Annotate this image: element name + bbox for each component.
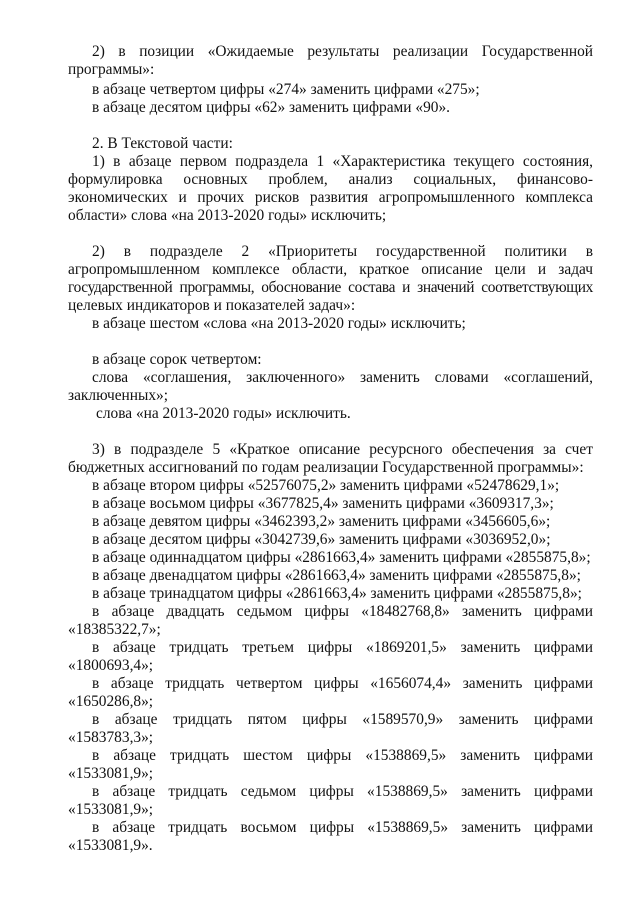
text-line: в абзаце шестом «слова «на 2013-2020 годы» исключить;	[92, 315, 466, 332]
text-line: в абзаце тридцать четвертом цифры «1656074,4» заменить цифрами	[92, 675, 593, 692]
text-line: 2) в позиции «Ожидаемые результаты реализации Государственной	[92, 43, 593, 60]
text-line: в абзаце двенадцатом цифры «2861663,4» заменить цифрами «2855875,8»;	[92, 567, 581, 584]
text-line: экономических и прочих рисков развития агропромышленного комплекса	[68, 189, 593, 206]
text-line: «1533081,9».	[68, 837, 153, 854]
text-line: 2) в подразделе 2 «Приоритеты государственной политики в	[92, 243, 593, 260]
text-line: «1533081,9»;	[68, 765, 154, 782]
text-line: в абзаце девятом цифры «3462393,2» заменить цифрами «3456605,6»;	[92, 513, 551, 530]
text-line: «18385322,7»;	[68, 621, 161, 638]
text-line: в абзаце десятом цифры «62» заменить цифрами «90».	[92, 99, 450, 116]
text-line: «1533081,9»;	[68, 801, 154, 818]
text-line: в абзаце тридцать третьем цифры «1869201,5» заменить цифрами	[92, 639, 593, 656]
text-line: в абзаце восьмом цифры «3677825,4» заменить цифрами «3609317,3»;	[92, 495, 554, 512]
text-line: «1650286,8»;	[68, 693, 154, 710]
text-line: в абзаце одиннадцатом цифры «2861663,4» заменить цифрами «2855875,8»;	[92, 549, 591, 566]
text-line: государственной программы, обоснование состава и значений соответствующих	[68, 279, 593, 296]
text-line: в абзаце четвертом цифры «274» заменить цифрами «275»;	[92, 81, 480, 98]
text-line: агропромышленном комплексе области, краткое описание цели и задач	[68, 261, 593, 278]
text-line: в абзаце двадцать седьмом цифры «18482768,8» заменить цифрами	[92, 603, 593, 620]
text-line: области» слова «на 2013-2020 годы» исключить;	[68, 207, 387, 224]
text-line: «1583783,3»;	[68, 729, 154, 746]
text-line: целевых индикаторов и показателей задач»:	[68, 297, 356, 314]
text-line: программы»:	[68, 61, 155, 78]
text-line: в абзаце сорок четвертом:	[92, 351, 262, 368]
text-line: в абзаце десятом цифры «3042739,6» заменить цифрами «3036952,0»;	[92, 531, 551, 548]
text-line: в абзаце тридцать восьмом цифры «1538869,5» заменить цифрами	[92, 819, 593, 836]
text-line: в абзаце тринадцатом цифры «2861663,4» заменить цифрами «2855875,8»;	[92, 585, 582, 602]
text-line: в абзаце тридцать пятом цифры «1589570,9» заменить цифрами	[92, 711, 593, 728]
text-line: формулировка основных проблем, анализ социальных, финансово-	[68, 171, 593, 188]
text-line: бюджетных ассигнований по годам реализации Государственной программы»:	[68, 459, 584, 476]
text-line: 3) в подразделе 5 «Краткое описание ресурсного обеспечения за счет	[92, 441, 593, 458]
text-line: в абзаце тридцать седьмом цифры «1538869,5» заменить цифрами	[92, 783, 593, 800]
text-line: заключенных»;	[68, 387, 169, 404]
text-line: «1800693,4»;	[68, 657, 154, 674]
text-line: слова «на 2013-2020 годы» исключить.	[96, 405, 351, 422]
text-line: в абзаце тридцать шестом цифры «1538869,5» заменить цифрами	[92, 747, 593, 764]
text-line: в абзаце втором цифры «52576075,2» заменить цифрами «52478629,1»;	[92, 477, 560, 494]
section-heading: 2. В Текстовой части:	[92, 135, 233, 152]
text-line: слова «соглашения, заключенного» заменить словами «соглашений,	[92, 369, 593, 386]
text-line: 1) в абзаце первом подраздела 1 «Характеристика текущего состояния,	[92, 153, 593, 170]
